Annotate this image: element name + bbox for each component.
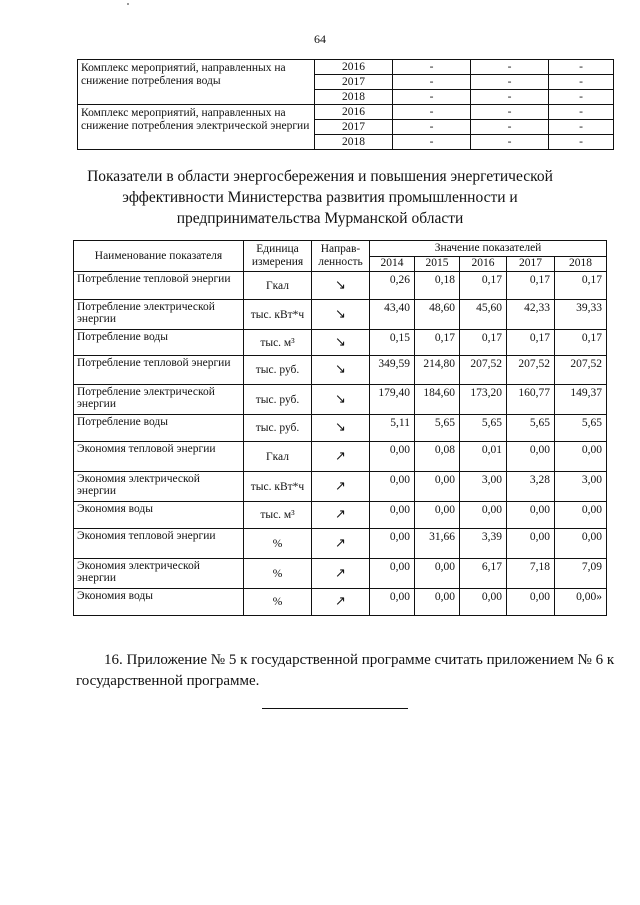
arrow-down-right-icon: ↘ (312, 330, 370, 356)
measure-row (78, 60, 614, 75)
indicator-value: 0,17 (460, 272, 507, 300)
indicator-value: 0,18 (415, 272, 460, 300)
indicator-value: 0,00 (415, 559, 460, 589)
indicator-name: Потребление электрической энергии (74, 385, 244, 415)
indicator-unit: % (244, 589, 312, 616)
table-row (74, 589, 607, 616)
indicator-value: 349,59 (370, 356, 415, 385)
indicator-value: 0,00 (370, 472, 415, 502)
header-direction: Направ-ленность (312, 241, 370, 272)
indicator-name: Экономия воды (74, 502, 244, 529)
header-year: 2014 (370, 256, 415, 272)
indicator-value: 179,40 (370, 385, 415, 415)
indicator-value: 0,00» (555, 589, 607, 616)
indicator-value: 207,52 (555, 356, 607, 385)
indicator-unit: тыс. руб. (244, 356, 312, 385)
table-row (74, 415, 607, 442)
indicator-unit: Гкал (244, 272, 312, 300)
measure-value: - (471, 90, 549, 105)
indicator-value: 3,39 (460, 529, 507, 559)
indicator-unit: тыс. кВт*ч (244, 300, 312, 330)
indicator-name: Экономия воды (74, 589, 244, 616)
table-row (74, 529, 607, 559)
indicator-unit: тыс. руб. (244, 385, 312, 415)
indicator-value: 3,28 (507, 472, 555, 502)
arrow-down-right-icon: ↘ (312, 272, 370, 300)
measure-year: 2017 (315, 75, 393, 90)
indicator-value: 5,65 (555, 415, 607, 442)
indicator-value: 6,17 (460, 559, 507, 589)
section-heading: Показатели в области энергосбережения и повышения энергетической эффективности Министерства развития промышленности и предпринимательства Мурманской области (87, 168, 553, 227)
indicator-unit: тыс. кВт*ч (244, 472, 312, 502)
indicator-value: 0,00 (370, 589, 415, 616)
indicator-value: 5,11 (370, 415, 415, 442)
indicator-unit: % (244, 559, 312, 589)
measure-name: Комплекс мероприятий, направленных на снижение потребления воды (78, 60, 315, 105)
indicator-value: 5,65 (507, 415, 555, 442)
indicator-value: 0,00 (507, 502, 555, 529)
indicator-value: 149,37 (555, 385, 607, 415)
indicator-unit: тыс. м³ (244, 502, 312, 529)
indicator-name: Потребление тепловой энергии (74, 272, 244, 300)
measure-value: - (471, 75, 549, 90)
energy-indicators-table (73, 240, 607, 616)
arrow-up-right-icon: ↗ (312, 442, 370, 472)
indicator-name: Потребление воды (74, 330, 244, 356)
indicator-value: 0,17 (415, 330, 460, 356)
indicator-value: 0,17 (507, 330, 555, 356)
header-year: 2016 (460, 256, 507, 272)
indicator-value: 0,00 (370, 502, 415, 529)
indicator-name: Экономия электрической энергии (74, 472, 244, 502)
indicator-name: Экономия тепловой энергии (74, 529, 244, 559)
measure-value: - (393, 135, 471, 150)
table-row (74, 356, 607, 385)
measure-name: Комплекс мероприятий, направленных на снижение потребления электрической энергии (78, 105, 315, 150)
indicator-value: 214,80 (415, 356, 460, 385)
indicator-value: 7,18 (507, 559, 555, 589)
indicator-value: 0,00 (460, 589, 507, 616)
table-row (74, 502, 607, 529)
arrow-up-right-icon: ↗ (312, 502, 370, 529)
indicator-name: Потребление тепловой энергии (74, 356, 244, 385)
measure-value: - (549, 120, 614, 135)
arrow-up-right-icon: ↗ (312, 589, 370, 616)
indicator-value: 45,60 (460, 300, 507, 330)
measure-value: - (393, 105, 471, 120)
indicator-value: 3,00 (460, 472, 507, 502)
arrow-down-right-icon: ↘ (312, 385, 370, 415)
indicator-value: 7,09 (555, 559, 607, 589)
measure-value: - (393, 90, 471, 105)
indicator-unit: % (244, 529, 312, 559)
indicator-value: 0,00 (507, 442, 555, 472)
table-row (74, 385, 607, 415)
header-year: 2017 (507, 256, 555, 272)
indicator-value: 39,33 (555, 300, 607, 330)
indicator-value: 0,01 (460, 442, 507, 472)
table-row (74, 300, 607, 330)
header-unit: Единица измерения (244, 241, 312, 272)
measure-year: 2016 (315, 60, 393, 75)
arrow-up-right-icon: ↗ (312, 529, 370, 559)
closing-rule (262, 708, 408, 709)
measure-row (78, 105, 614, 120)
measure-year: 2017 (315, 120, 393, 135)
indicator-value: 48,60 (415, 300, 460, 330)
header-indicator-name: Наименование показателя (74, 241, 244, 272)
header-values: Значение показателей (370, 241, 607, 257)
indicator-value: 0,00 (370, 442, 415, 472)
arrow-down-right-icon: ↘ (312, 300, 370, 330)
page-number: 64 (314, 32, 326, 46)
measure-value: - (549, 60, 614, 75)
indicator-name: Потребление электрической энергии (74, 300, 244, 330)
indicator-value: 0,00 (370, 559, 415, 589)
indicator-value: 42,33 (507, 300, 555, 330)
indicator-value: 5,65 (460, 415, 507, 442)
indicator-value: 207,52 (507, 356, 555, 385)
arrow-down-right-icon: ↘ (312, 356, 370, 385)
arrow-up-right-icon: ↗ (312, 559, 370, 589)
arrow-down-right-icon: ↘ (312, 415, 370, 442)
indicator-value: 0,15 (370, 330, 415, 356)
indicator-unit: тыс. м³ (244, 330, 312, 356)
measure-value: - (471, 60, 549, 75)
measures-continuation-table (77, 59, 614, 150)
table-row (74, 559, 607, 589)
measure-value: - (549, 105, 614, 120)
indicator-value: 0,17 (460, 330, 507, 356)
measure-value: - (471, 105, 549, 120)
measure-value: - (549, 135, 614, 150)
table-row (74, 472, 607, 502)
indicator-name: Экономия тепловой энергии (74, 442, 244, 472)
arrow-up-right-icon: ↗ (312, 472, 370, 502)
measure-value: - (393, 120, 471, 135)
indicator-value: 0,00 (507, 529, 555, 559)
measure-value: - (393, 60, 471, 75)
indicator-value: 5,65 (415, 415, 460, 442)
indicator-value: 160,77 (507, 385, 555, 415)
indicator-value: 43,40 (370, 300, 415, 330)
indicator-value: 0,00 (555, 442, 607, 472)
measure-year: 2018 (315, 90, 393, 105)
indicator-value: 0,08 (415, 442, 460, 472)
indicator-value: 0,00 (555, 529, 607, 559)
indicator-value: 0,17 (507, 272, 555, 300)
header-year: 2018 (555, 256, 607, 272)
indicator-value: 0,00 (507, 589, 555, 616)
indicator-value: 0,26 (370, 272, 415, 300)
table-row (74, 272, 607, 300)
indicator-value: 3,00 (555, 472, 607, 502)
indicator-value: 173,20 (460, 385, 507, 415)
indicator-value: 0,00 (415, 472, 460, 502)
indicator-name: Экономия электрической энергии (74, 559, 244, 589)
table-row (74, 330, 607, 356)
header-year: 2015 (415, 256, 460, 272)
indicator-value: 0,00 (460, 502, 507, 529)
indicator-value: 207,52 (460, 356, 507, 385)
scan-speck (127, 3, 129, 5)
measure-value: - (549, 90, 614, 105)
indicator-value: 184,60 (415, 385, 460, 415)
measure-value: - (471, 120, 549, 135)
indicator-value: 31,66 (415, 529, 460, 559)
indicator-value: 0,17 (555, 330, 607, 356)
paragraph-16: 16. Приложение № 5 к государственной программе считать приложением № 6 к государственной программе. (76, 652, 615, 689)
indicator-value: 0,00 (555, 502, 607, 529)
measure-value: - (471, 135, 549, 150)
indicator-value: 0,17 (555, 272, 607, 300)
indicator-value: 0,00 (370, 529, 415, 559)
indicator-value: 0,00 (415, 589, 460, 616)
measure-year: 2018 (315, 135, 393, 150)
measure-value: - (549, 75, 614, 90)
indicator-name: Потребление воды (74, 415, 244, 442)
indicator-unit: тыс. руб. (244, 415, 312, 442)
table-row (74, 442, 607, 472)
measure-year: 2016 (315, 105, 393, 120)
indicator-value: 0,00 (415, 502, 460, 529)
indicator-unit: Гкал (244, 442, 312, 472)
measure-value: - (393, 75, 471, 90)
